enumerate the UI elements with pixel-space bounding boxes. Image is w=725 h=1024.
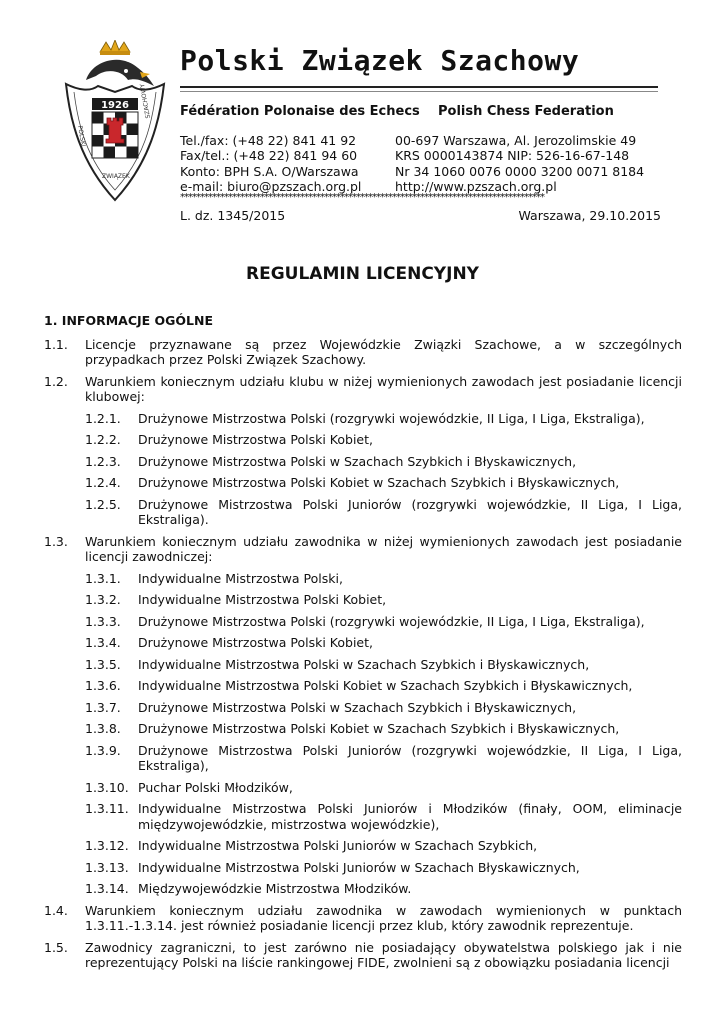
sub-item-text: Indywidualne Mistrzostwa Polski w Szachach Szybkich i Błyskawicznych, xyxy=(138,656,590,672)
sub-item-number: 1.2.4. xyxy=(85,475,121,490)
item-text: Licencje przyznawane są przez Wojewódzkie Związki Szachowe, a w szczególnych przypadkach przez Polski Związek Szachowy. xyxy=(85,336,682,367)
sub-item-number: 1.3.14. xyxy=(85,881,129,896)
sub-list-item xyxy=(85,780,682,796)
sub-item-number: 1.2.2. xyxy=(85,432,121,447)
sub-item-number: 1.2.1. xyxy=(85,410,121,426)
sub-list-item xyxy=(85,721,682,737)
subtitle-english: Polish Chess Federation xyxy=(438,104,614,119)
contact-email[interactable]: e-mail: biuro@pzszach.org.pl xyxy=(180,178,362,194)
list-item xyxy=(44,534,682,565)
contact-address: 00-697 Warszawa, Al. Jerozolimskie 49 xyxy=(395,133,637,148)
reference-number: L. dz. 1345/2015 xyxy=(180,208,286,223)
sub-list-item xyxy=(85,860,682,876)
place-date: Warszawa, 29.10.2015 xyxy=(518,208,661,223)
sub-list-item xyxy=(85,432,682,448)
sub-list-item xyxy=(85,454,682,470)
sub-list-item xyxy=(85,743,682,774)
section-items xyxy=(44,337,682,971)
eagle-icon xyxy=(86,60,154,86)
sub-item-text: Drużynowe Mistrzostwa Polski Juniorów (rozgrywki wojewódzkie, II Liga, I Liga, Ekstraliga). xyxy=(138,496,682,527)
item-text: Zawodnicy zagraniczni, to jest zarówno nie posiadający obywatelstwa polskiego jak i nie reprezentujący Polski na liście rankingowej FIDE, zwolnieni są z obowiązku posiadania licencji xyxy=(85,939,682,970)
sub-item-text: Drużynowe Mistrzostwa Polski Kobiet, xyxy=(138,635,373,650)
sub-item-number: 1.3.13. xyxy=(85,859,129,875)
item-number: 1.5. xyxy=(44,939,68,955)
sub-item-number: 1.2.5. xyxy=(85,496,121,512)
item-text: Warunkiem koniecznym udziału zawodnika w zawodach wymienionych w punktach 1.3.11.-1.3.14. jest również posiadanie licencji przez klub, który zawodnik reprezentuje. xyxy=(85,902,682,933)
sub-item-number: 1.3.11. xyxy=(85,801,129,816)
sub-list-item xyxy=(85,475,682,491)
sub-list-item xyxy=(85,571,682,587)
sub-item-text: Indywidualne Mistrzostwa Polski Kobiet w Szachach Szybkich i Błyskawicznych, xyxy=(138,678,633,693)
svg-text:ZWIĄZEK: ZWIĄZEK xyxy=(102,173,130,180)
logo-year: 1926 xyxy=(101,100,129,111)
item-number: 1.4. xyxy=(44,902,68,918)
title-divider-thin xyxy=(180,91,658,92)
sub-list-item xyxy=(85,801,682,832)
item-text: Warunkiem koniecznym udziału zawodnika w niżej wymienionych zawodach jest posiadanie licencji zawodniczej: xyxy=(85,533,682,564)
item-number: 1.2. xyxy=(44,373,68,389)
contact-account: Nr 34 1060 0076 0000 3200 0071 8184 xyxy=(395,163,645,179)
subtitle-french: Fédération Polonaise des Echecs xyxy=(180,104,420,119)
pzszach-logo xyxy=(56,40,174,206)
sub-item-number: 1.3.6. xyxy=(85,678,121,693)
sub-item-text: Drużynowe Mistrzostwa Polski Kobiet w Szachach Szybkich i Błyskawicznych, xyxy=(138,475,620,490)
contact-bank: Konto: BPH S.A. O/Warszawa xyxy=(180,163,359,179)
sub-item-number: 1.3.4. xyxy=(85,635,121,650)
list-item xyxy=(44,374,682,405)
svg-text:SZACHOWY: SZACHOWY xyxy=(139,83,152,119)
sub-item-number: 1.3.1. xyxy=(85,570,121,586)
sub-item-text: Drużynowe Mistrzostwa Polski w Szachach Szybkich i Błyskawicznych, xyxy=(138,699,577,715)
sub-list-item xyxy=(85,657,682,673)
sub-item-text: Drużynowe Mistrzostwa Polski Juniorów (rozgrywki wojewódzkie, II Liga, I Liga, Ekstraliga), xyxy=(138,742,682,773)
sub-item-text: Drużynowe Mistrzostwa Polski Kobiet, xyxy=(138,432,373,447)
contact-block-left xyxy=(180,133,361,194)
contact-website[interactable]: http://www.pzszach.org.pl xyxy=(395,178,557,194)
sub-item-text: Indywidualne Mistrzostwa Polski, xyxy=(138,570,343,586)
contact-phone: Tel./fax: (+48 22) 841 41 92 xyxy=(180,133,357,148)
organization-title: Polski Związek Szachowy xyxy=(180,44,580,77)
item-number: 1.1. xyxy=(44,336,68,352)
item-number: 1.3. xyxy=(44,533,68,549)
rook-icon xyxy=(106,118,124,143)
sub-item-number: 1.3.2. xyxy=(85,592,121,607)
sub-item-text: Indywidualne Mistrzostwa Polski Juniorów w Szachach Błyskawicznych, xyxy=(138,859,580,875)
sub-item-text: Indywidualne Mistrzostwa Polski Juniorów i Młodzików (finały, OOM, eliminacje międzywojewódzkie, mistrzostwa wojewódzkie), xyxy=(138,801,682,832)
sub-list-item xyxy=(85,614,682,630)
sub-list-item xyxy=(85,678,682,694)
sub-item-number: 1.3.9. xyxy=(85,742,121,758)
sub-list-item xyxy=(85,635,682,651)
sub-item-number: 1.2.3. xyxy=(85,453,121,469)
sub-item-text: Międzywojewódzkie Mistrzostwa Młodzików. xyxy=(138,881,412,896)
title-divider xyxy=(180,86,658,88)
sub-item-number: 1.3.10. xyxy=(85,779,129,795)
list-item xyxy=(44,903,682,934)
contact-fax: Fax/tel.: (+48 22) 841 94 60 xyxy=(180,148,358,164)
sub-item-text: Drużynowe Mistrzostwa Polski (rozgrywki wojewódzkie, II Liga, I Liga, Ekstraliga), xyxy=(138,410,645,426)
contact-krs-nip: KRS 0000143874 NIP: 526-16-67-148 xyxy=(395,148,630,164)
sub-list-item xyxy=(85,700,682,716)
sub-item-number: 1.3.12. xyxy=(85,838,129,853)
sub-list-item xyxy=(85,881,682,897)
item-text: Warunkiem koniecznym udziału klubu w niżej wymienionych zawodach jest posiadanie licencji klubowej: xyxy=(85,373,682,404)
sub-item-text: Puchar Polski Młodzików, xyxy=(138,779,293,795)
list-item xyxy=(44,337,682,368)
list-item xyxy=(44,940,682,971)
contact-block-right xyxy=(395,133,644,194)
sub-item-number: 1.3.8. xyxy=(85,721,121,736)
sub-list-item xyxy=(85,592,682,608)
sub-list-item xyxy=(85,411,682,427)
sub-item-text: Drużynowe Mistrzostwa Polski Kobiet w Szachach Szybkich i Błyskawicznych, xyxy=(138,721,620,736)
section-heading: 1. INFORMACJE OGÓLNE xyxy=(44,313,214,328)
sub-item-text: Indywidualne Mistrzostwa Polski Juniorów w Szachach Szybkich, xyxy=(138,838,538,853)
star-separator: ******************************************************************************************* xyxy=(180,193,544,203)
sub-list-item xyxy=(85,838,682,854)
document-body xyxy=(44,313,682,977)
sub-item-text: Drużynowe Mistrzostwa Polski w Szachach Szybkich i Błyskawicznych, xyxy=(138,453,577,469)
sub-item-number: 1.3.3. xyxy=(85,613,121,629)
sub-item-number: 1.3.7. xyxy=(85,699,121,715)
crown-icon xyxy=(100,40,130,55)
document-title: REGULAMIN LICENCYJNY xyxy=(246,264,479,284)
sub-list-item xyxy=(85,497,682,528)
sub-item-text: Indywidualne Mistrzostwa Polski Kobiet, xyxy=(138,592,387,607)
sub-item-number: 1.3.5. xyxy=(85,656,121,672)
sub-item-text: Drużynowe Mistrzostwa Polski (rozgrywki wojewódzkie, II Liga, I Liga, Ekstraliga), xyxy=(138,613,645,629)
svg-text:POLSKI: POLSKI xyxy=(76,125,87,148)
